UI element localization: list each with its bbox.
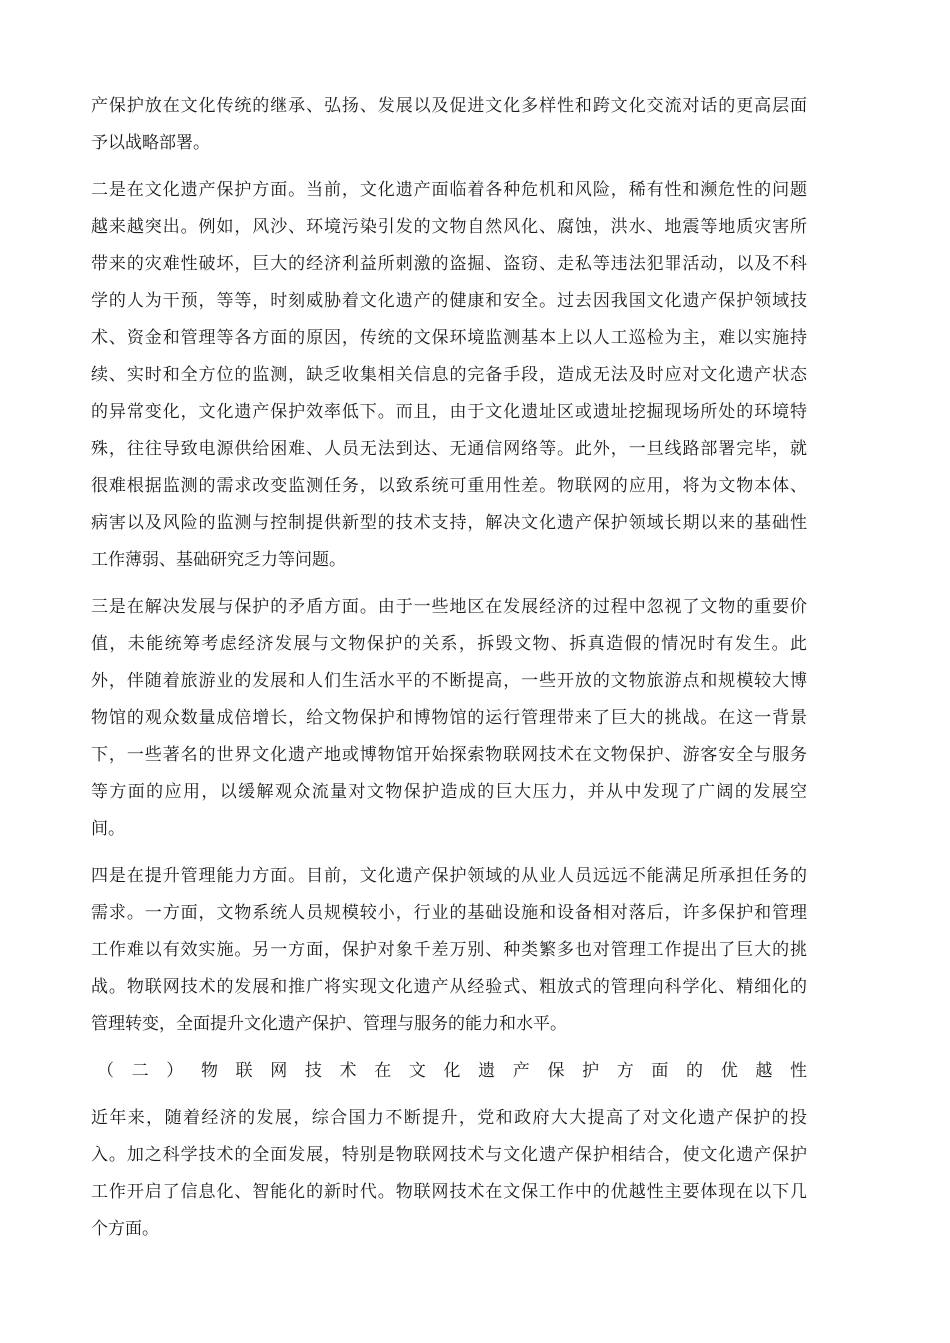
text-line: 等方面的应用，以缓解观众流量对文物保护造成的巨大压力，并从中发现了广阔的发展空 xyxy=(91,782,807,802)
text-line: 二是在文化遗产保护方面。当前，文化遗产面临着各种危机和风险，稀有性和濒危性的问题 xyxy=(91,180,807,200)
text-line: 外，伴随着旅游业的发展和人们生活水平的不断提高，一些开放的文物旅游点和规模较大博 xyxy=(91,671,807,691)
text-line: 殊，往往导致电源供给困难、人员无法到达、无通信网络等。此外，一旦线路部署完毕，就 xyxy=(91,439,807,459)
text-line: 工作薄弱、基础研究乏力等问题。 xyxy=(91,550,346,570)
text-line: 入。加之科学技术的全面发展，特别是物联网技术与文化遗产保护相结合，使文化遗产保护 xyxy=(91,1145,807,1165)
text-line: 四是在提升管理能力方面。目前，文化遗产保护领域的从业人员远远不能满足所承担任务的 xyxy=(91,866,807,886)
text-line: 下，一些著名的世界文化遗产地或博物馆开始探索物联网技术在文物保护、游客安全与服务 xyxy=(91,745,807,765)
paragraph-heritage-protection xyxy=(91,172,807,579)
text-line: 学的人为干预，等等，时刻威胁着文化遗产的健康和安全。过去因我国文化遗产保护领域技 xyxy=(91,291,807,311)
paragraph-management-capability xyxy=(91,858,807,1043)
text-line: 越来越突出。例如，风沙、环境污染引发的文物自然风化、腐蚀，洪水、地震等地质灾害所 xyxy=(91,217,807,237)
text-line: 工作难以有效实施。另一方面，保护对象千差万别、种类繁多也对管理工作提出了巨大的挑 xyxy=(91,940,807,960)
text-line: 予以战略部署。 xyxy=(91,133,210,153)
text-line: 物馆的观众数量成倍增长，给文物保护和博物馆的运行管理带来了巨大的挑战。在这一背景 xyxy=(91,708,807,728)
paragraph-continuation xyxy=(91,88,807,162)
text-line: 间。 xyxy=(91,819,125,839)
text-line: 术、资金和管理等各方面的原因，传统的文保环境监测基本上以人工巡检为主，难以实施持 xyxy=(91,328,807,348)
text-line: 三是在解决发展与保护的矛盾方面。由于一些地区在发展经济的过程中忽视了文物的重要价 xyxy=(91,597,807,617)
text-line: 值，未能统筹考虑经济发展与文物保护的关系，拆毁文物、拆真造假的情况时有发生。此 xyxy=(91,634,807,654)
paragraph-advantages-intro xyxy=(91,1100,807,1248)
text-line: 的异常变化，文化遗产保护效率低下。而且，由于文化遗址区或遗址挖掘现场所处的环境特 xyxy=(91,402,807,422)
paragraph-development-conflict xyxy=(91,589,807,848)
text-line: 近年来，随着经济的发展，综合国力不断提升，党和政府大大提高了对文化遗产保护的投 xyxy=(91,1108,807,1128)
text-line: 战。物联网技术的发展和推广将实现文化遗产从经验式、粗放式的管理向科学化、精细化的 xyxy=(91,977,807,997)
text-line: 工作开启了信息化、智能化的新时代。物联网技术在文保工作中的优越性主要体现在以下几 xyxy=(91,1182,807,1202)
text-line: 病害以及风险的监测与控制提供新型的技术支持，解决文化遗产保护领域长期以来的基础性 xyxy=(91,513,807,533)
text-line: 很难根据监测的需求改变监测任务，以致系统可重用性差。物联网的应用，将为文物本体、 xyxy=(91,476,807,496)
text-line: 产保护放在文化传统的继承、弘扬、发展以及促进文化多样性和跨文化交流对话的更高层面 xyxy=(91,96,807,116)
document-page xyxy=(91,88,807,1258)
text-line: 个方面。 xyxy=(91,1219,159,1239)
text-line: 续、实时和全方位的监测，缺乏收集相关信息的完备手段，造成无法及时应对文化遗产状态 xyxy=(91,365,807,385)
section-heading-text: （二）物联网技术在文化遗产保护方面的优越性 xyxy=(97,1061,807,1081)
section-heading xyxy=(91,1053,807,1090)
text-line: 管理转变，全面提升文化遗产保护、管理与服务的能力和水平。 xyxy=(91,1014,567,1034)
text-line: 带来的灾难性破坏，巨大的经济利益所刺激的盗掘、盗窃、走私等违法犯罪活动，以及不科 xyxy=(91,254,807,274)
text-line: 需求。一方面，文物系统人员规模较小，行业的基础设施和设备相对落后，许多保护和管理 xyxy=(91,903,807,923)
